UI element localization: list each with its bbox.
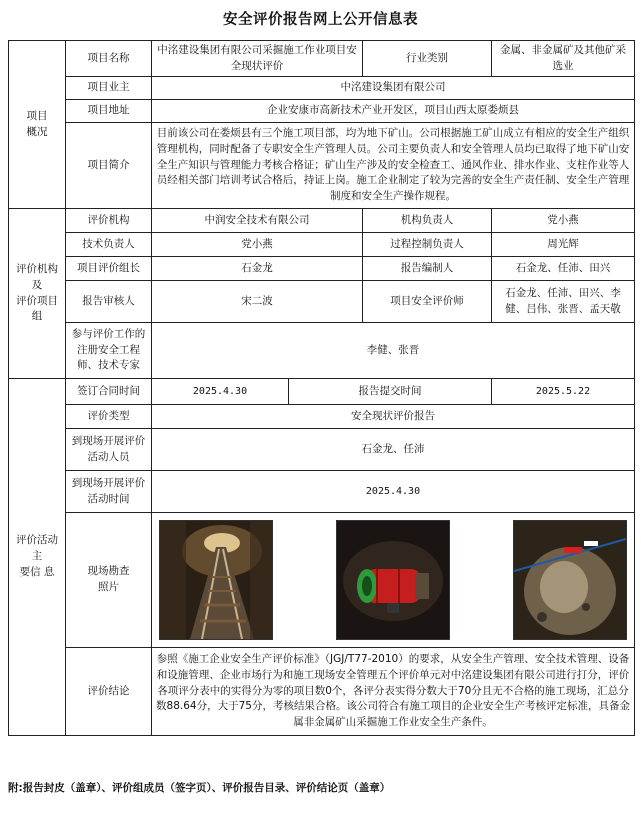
address-cell: 企业安康市高新技术产业开发区，项目山西太原娄烦县 bbox=[152, 100, 635, 123]
section-agency-cell: 评价机构及 评价项目组 bbox=[9, 209, 66, 379]
project-name-cell: 中洺建设集团有限公司采掘施工作业项目安全现状评价 bbox=[152, 41, 363, 77]
site-photo-rail-tunnel bbox=[159, 520, 273, 640]
reviewer-value: 宋二波 bbox=[152, 281, 363, 323]
industry-cell: 金属、非金属矿及其他矿采选业 bbox=[492, 41, 635, 77]
site-photo-tunnel-wall bbox=[513, 520, 627, 640]
writer-label: 报告编制人 bbox=[363, 257, 492, 281]
team-lead-label: 项目评价组长 bbox=[66, 257, 152, 281]
page-title: 安全评价报告网上公开信息表 bbox=[223, 12, 418, 28]
submit-date-label: 报告提交时间 bbox=[289, 379, 492, 405]
site-photo-ventilation-fan bbox=[336, 520, 450, 640]
type-label: 评价类型 bbox=[66, 405, 152, 429]
contract-date-value: 2025.4.30 bbox=[152, 379, 289, 405]
industry-label-cell: 行业类别 bbox=[363, 41, 492, 77]
writer-value: 石金龙、任沛、田兴 bbox=[492, 257, 635, 281]
org-head-label: 机构负责人 bbox=[363, 209, 492, 233]
project-name-label-cell: 项目名称 bbox=[66, 41, 152, 77]
tech-head-value: 党小燕 bbox=[152, 233, 363, 257]
field-staff-value: 石金龙、任沛 bbox=[152, 429, 635, 471]
process-head-label: 过程控制负责人 bbox=[363, 233, 492, 257]
process-head-value: 周光辉 bbox=[492, 233, 635, 257]
photos-cell bbox=[152, 513, 635, 648]
intro-cell: 目前该公司在娄烦县有三个施工项目部，均为地下矿山。公司根据施工矿山成立有相应的安全生产组织管理机构，同时配备了专职安全生产管理人员。公司主要负责人和安全管理人员均已取得了地下矿山安全生产知识与管理能力考核合格证；矿山生产涉及的安全检查工、通风作业、排水作业、支柱作业等人员经相关部门培训考试合格后，持证上岗。施工企业制定了较为完善的安全生产责任制、安全生产管理制度和安全生产操作规程。 bbox=[152, 123, 635, 209]
field-time-value: 2025.4.30 bbox=[152, 471, 635, 513]
org-value: 中润安全技术有限公司 bbox=[152, 209, 363, 233]
experts-value: 李健、张晋 bbox=[152, 323, 635, 379]
field-staff-label: 到现场开展评价活动人员 bbox=[66, 429, 152, 471]
experts-label: 参与评价工作的注册安全工程师、技术专家 bbox=[66, 323, 152, 379]
conclusion-label: 评价结论 bbox=[66, 648, 152, 736]
submit-date-value: 2025.5.22 bbox=[492, 379, 635, 405]
section-activity-cell: 评价活动主 要信 息 bbox=[9, 379, 66, 736]
address-label-cell: 项目地址 bbox=[66, 100, 152, 123]
photos-label: 现场勘查 照片 bbox=[66, 513, 152, 648]
section-overview-cell: 项目 概况 bbox=[9, 41, 66, 209]
evaluators-value: 石金龙、任沛、田兴、李健、吕伟、张晋、孟天敬 bbox=[492, 281, 635, 323]
org-label: 评价机构 bbox=[66, 209, 152, 233]
intro-label-cell: 项目简介 bbox=[66, 123, 152, 209]
owner-label-cell: 项目业主 bbox=[66, 77, 152, 100]
attachment-note: 附:报告封皮（盖章）、评价组成员（签字页）、评价报告目录、评价结论页（盖章） bbox=[8, 782, 391, 794]
team-lead-value: 石金龙 bbox=[152, 257, 363, 281]
info-table-body bbox=[8, 40, 635, 736]
tech-head-label: 技术负责人 bbox=[66, 233, 152, 257]
type-value: 安全现状评价报告 bbox=[152, 405, 635, 429]
org-head-value: 党小燕 bbox=[492, 209, 635, 233]
field-time-label: 到现场开展评价活动时间 bbox=[66, 471, 152, 513]
owner-cell: 中洺建设集团有限公司 bbox=[152, 77, 635, 100]
reviewer-label: 报告审核人 bbox=[66, 281, 152, 323]
contract-date-label: 签订合同时间 bbox=[66, 379, 152, 405]
conclusion-value: 参照《施工企业安全生产评价标准》（JGJ/T77-2010）的要求，从安全生产管理、安全技术管理、设备和设施管理、企业市场行为和施工现场安全管理五个评价单元对中洺建设集团有限公司进行打分，评价各项评分表中的实得分为零的项目数0个，各评分表实得分数大于70分且无不合格的施工现场，汇总分数88.64分，大于75分，考核结果合格。该公司符合有施工项目的企业安全生产考核评定标准，具备金属非金属矿山采掘施工作业安全生产条件。 bbox=[152, 648, 635, 736]
evaluators-label: 项目安全评价师 bbox=[363, 281, 492, 323]
